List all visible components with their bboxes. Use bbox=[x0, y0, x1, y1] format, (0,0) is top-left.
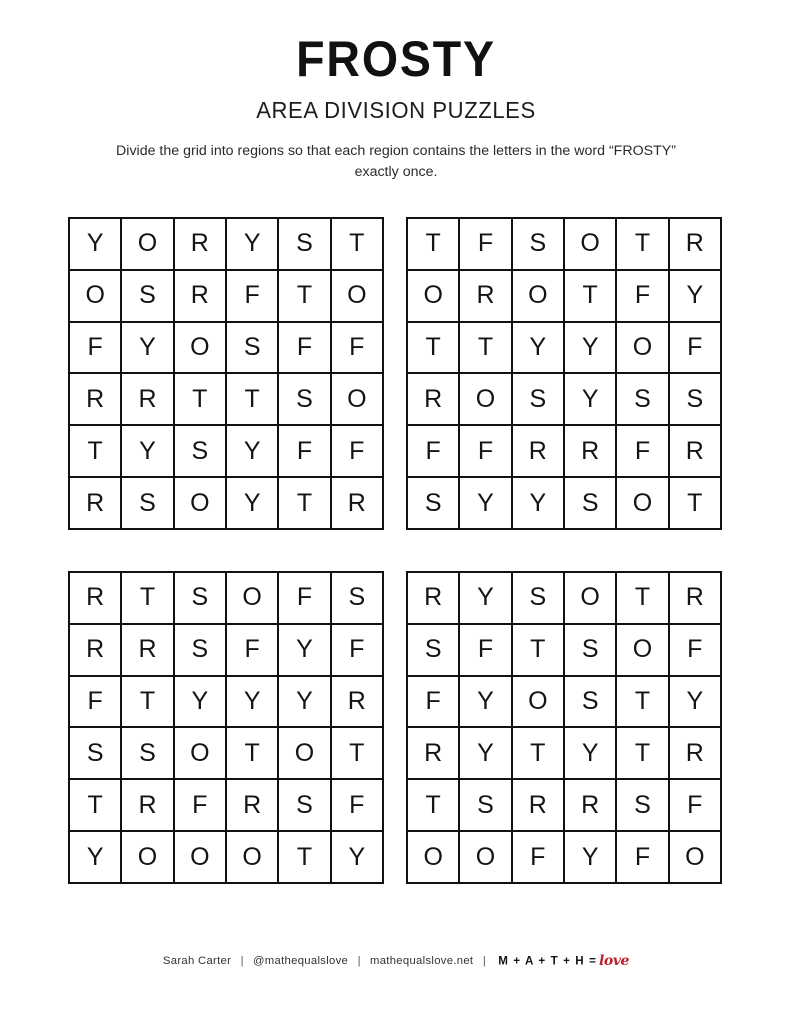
puzzle-cell[interactable]: F bbox=[460, 426, 512, 478]
puzzle-cell[interactable]: S bbox=[565, 677, 617, 729]
puzzle-cell[interactable]: Y bbox=[175, 677, 227, 729]
instructions-text: Divide the grid into regions so that each region contains the letters in the word “FROSTY” exactly once. bbox=[116, 143, 676, 180]
puzzle-cell[interactable]: R bbox=[670, 426, 722, 478]
footer bbox=[0, 952, 792, 970]
puzzle-cell[interactable]: Y bbox=[460, 677, 512, 729]
page-subtitle: AREA DIVISION PUZZLES bbox=[256, 97, 536, 123]
puzzle-cell[interactable]: T bbox=[513, 625, 565, 677]
puzzle-cell[interactable]: Y bbox=[565, 374, 617, 426]
puzzle-cell[interactable]: O bbox=[175, 832, 227, 884]
footer-separator-3: | bbox=[482, 955, 486, 967]
puzzle-cell[interactable]: R bbox=[565, 426, 617, 478]
puzzle-cell[interactable]: Y bbox=[513, 478, 565, 530]
puzzle-cell[interactable]: Y bbox=[513, 323, 565, 375]
puzzle-cell[interactable]: O bbox=[175, 323, 227, 375]
puzzle-cell[interactable]: R bbox=[122, 625, 174, 677]
puzzle-cell[interactable]: F bbox=[670, 780, 722, 832]
puzzle-cell[interactable]: Y bbox=[670, 271, 722, 323]
puzzle-grid-3 bbox=[68, 571, 384, 884]
puzzle-cell[interactable]: T bbox=[122, 677, 174, 729]
footer-separator-1: | bbox=[240, 955, 244, 967]
puzzle-grid-1 bbox=[68, 217, 384, 530]
puzzle-cell[interactable]: S bbox=[279, 219, 331, 271]
puzzle-cell[interactable]: R bbox=[70, 573, 122, 625]
puzzle-cell[interactable]: O bbox=[408, 832, 460, 884]
puzzle-cell[interactable]: Y bbox=[460, 478, 512, 530]
puzzle-cell[interactable]: Y bbox=[227, 219, 279, 271]
puzzle-cell[interactable]: F bbox=[460, 625, 512, 677]
puzzle-cell[interactable]: O bbox=[460, 832, 512, 884]
puzzle-cell[interactable]: Y bbox=[279, 625, 331, 677]
puzzle-cell[interactable]: S bbox=[617, 374, 669, 426]
puzzle-cell[interactable]: S bbox=[175, 573, 227, 625]
puzzle-cell[interactable]: R bbox=[408, 728, 460, 780]
puzzle-cell[interactable]: S bbox=[565, 478, 617, 530]
puzzle-cell[interactable]: T bbox=[617, 573, 669, 625]
puzzle-cell[interactable]: R bbox=[565, 780, 617, 832]
puzzle-cell[interactable]: F bbox=[670, 323, 722, 375]
puzzle-cell[interactable]: F bbox=[617, 271, 669, 323]
puzzle-cell[interactable]: T bbox=[122, 573, 174, 625]
puzzle-cell[interactable]: R bbox=[122, 780, 174, 832]
puzzle-cell[interactable]: F bbox=[332, 625, 384, 677]
puzzle-cell[interactable]: O bbox=[460, 374, 512, 426]
puzzle-cell[interactable]: O bbox=[408, 271, 460, 323]
puzzle-cell[interactable]: F bbox=[408, 677, 460, 729]
puzzle-cell[interactable]: T bbox=[513, 728, 565, 780]
puzzle-cell[interactable]: R bbox=[332, 677, 384, 729]
puzzle-cell[interactable]: R bbox=[175, 271, 227, 323]
puzzle-cell[interactable]: T bbox=[279, 832, 331, 884]
puzzle-cell[interactable]: Y bbox=[332, 832, 384, 884]
puzzle-cell[interactable]: F bbox=[460, 219, 512, 271]
puzzle-cell[interactable]: R bbox=[122, 374, 174, 426]
puzzle-cell[interactable]: T bbox=[332, 219, 384, 271]
puzzle-cell[interactable]: T bbox=[227, 728, 279, 780]
puzzle-cell[interactable]: F bbox=[279, 323, 331, 375]
puzzle-cell[interactable]: R bbox=[408, 374, 460, 426]
footer-separator-2: | bbox=[357, 955, 361, 967]
puzzle-cell[interactable]: Y bbox=[227, 677, 279, 729]
puzzle-cell[interactable]: F bbox=[617, 426, 669, 478]
puzzle-cell[interactable]: R bbox=[670, 728, 722, 780]
puzzle-cell[interactable]: T bbox=[617, 677, 669, 729]
puzzle-cell[interactable]: O bbox=[175, 478, 227, 530]
puzzle-cell[interactable]: S bbox=[122, 271, 174, 323]
puzzle-cell[interactable]: S bbox=[279, 780, 331, 832]
puzzle-cell[interactable]: T bbox=[460, 323, 512, 375]
puzzle-cell[interactable]: S bbox=[670, 374, 722, 426]
puzzle-cell[interactable]: R bbox=[70, 478, 122, 530]
puzzle-cell[interactable]: Y bbox=[70, 832, 122, 884]
puzzle-cell[interactable]: F bbox=[70, 677, 122, 729]
puzzle-cell[interactable]: F bbox=[408, 426, 460, 478]
puzzle-grid-2 bbox=[406, 217, 722, 530]
puzzle-cell[interactable]: R bbox=[408, 573, 460, 625]
puzzle-cell[interactable]: O bbox=[332, 374, 384, 426]
puzzle-cell[interactable]: R bbox=[175, 219, 227, 271]
puzzle-cell[interactable]: S bbox=[175, 625, 227, 677]
puzzle-cell[interactable]: O bbox=[332, 271, 384, 323]
puzzle-cell[interactable]: T bbox=[617, 219, 669, 271]
puzzle-cell[interactable]: S bbox=[70, 728, 122, 780]
puzzle-cell[interactable]: S bbox=[227, 323, 279, 375]
puzzle-cell[interactable]: F bbox=[332, 426, 384, 478]
puzzle-cell[interactable]: R bbox=[227, 780, 279, 832]
puzzle-cell[interactable]: F bbox=[279, 573, 331, 625]
puzzle-cell[interactable]: T bbox=[279, 478, 331, 530]
puzzle-cell[interactable]: F bbox=[70, 323, 122, 375]
puzzle-cell[interactable]: S bbox=[122, 728, 174, 780]
puzzle-cell[interactable]: T bbox=[175, 374, 227, 426]
puzzle-cell[interactable]: F bbox=[332, 780, 384, 832]
puzzle-cell[interactable]: O bbox=[122, 832, 174, 884]
puzzle-cell[interactable]: O bbox=[565, 219, 617, 271]
puzzle-cell[interactable]: S bbox=[513, 374, 565, 426]
puzzle-cell[interactable]: T bbox=[408, 780, 460, 832]
puzzle-cell[interactable]: O bbox=[122, 219, 174, 271]
puzzle-cell[interactable]: T bbox=[565, 271, 617, 323]
logo-love-text: love bbox=[598, 952, 630, 969]
footer-website[interactable]: mathequalslove.net bbox=[369, 955, 474, 967]
logo-math-text: M + A + T + H = bbox=[498, 954, 597, 968]
puzzle-cell[interactable]: R bbox=[70, 374, 122, 426]
puzzle-cell[interactable]: Y bbox=[460, 573, 512, 625]
puzzle-cell[interactable]: T bbox=[279, 271, 331, 323]
puzzle-cell[interactable]: T bbox=[408, 323, 460, 375]
puzzle-cell[interactable]: Y bbox=[227, 426, 279, 478]
puzzle-cell[interactable]: F bbox=[617, 832, 669, 884]
puzzle-cell[interactable]: R bbox=[70, 625, 122, 677]
puzzle-cell[interactable]: S bbox=[408, 625, 460, 677]
puzzle-cell[interactable]: O bbox=[227, 832, 279, 884]
puzzle-cell[interactable]: T bbox=[227, 374, 279, 426]
puzzle-cell[interactable]: Y bbox=[122, 323, 174, 375]
puzzle-cell[interactable]: R bbox=[332, 478, 384, 530]
puzzle-cell[interactable]: F bbox=[227, 625, 279, 677]
puzzle-cell[interactable]: R bbox=[670, 219, 722, 271]
puzzle-cell[interactable]: Y bbox=[565, 832, 617, 884]
puzzle-cell[interactable]: R bbox=[460, 271, 512, 323]
puzzle-cell[interactable]: Y bbox=[565, 323, 617, 375]
puzzle-cell[interactable]: O bbox=[617, 323, 669, 375]
puzzle-cell[interactable]: S bbox=[513, 219, 565, 271]
puzzle-cell[interactable]: T bbox=[670, 478, 722, 530]
puzzle-cell[interactable]: O bbox=[513, 677, 565, 729]
puzzle-cell[interactable]: Y bbox=[279, 677, 331, 729]
puzzle-cell[interactable]: R bbox=[670, 573, 722, 625]
footer-handle: @mathequalslove bbox=[253, 955, 349, 967]
puzzle-cell[interactable]: F bbox=[332, 323, 384, 375]
puzzle-cell[interactable]: T bbox=[408, 219, 460, 271]
puzzle-cell[interactable]: S bbox=[122, 478, 174, 530]
puzzle-cell[interactable]: O bbox=[617, 478, 669, 530]
puzzle-cell[interactable]: Y bbox=[70, 219, 122, 271]
page-title: FROSTY bbox=[296, 31, 496, 87]
puzzle-cell[interactable]: Y bbox=[565, 728, 617, 780]
puzzle-cell[interactable]: O bbox=[227, 573, 279, 625]
puzzle-cell[interactable]: Y bbox=[227, 478, 279, 530]
puzzle-cell[interactable]: S bbox=[408, 478, 460, 530]
puzzle-cell[interactable]: O bbox=[175, 728, 227, 780]
puzzle-cell[interactable]: T bbox=[617, 728, 669, 780]
puzzle-cell[interactable]: O bbox=[70, 271, 122, 323]
puzzle-cell[interactable]: R bbox=[513, 780, 565, 832]
puzzle-cell[interactable]: F bbox=[513, 832, 565, 884]
puzzle-grid-container bbox=[68, 217, 722, 884]
puzzle-cell[interactable]: O bbox=[513, 271, 565, 323]
puzzle-cell[interactable]: S bbox=[513, 573, 565, 625]
puzzle-cell[interactable]: S bbox=[565, 625, 617, 677]
puzzle-grid-4 bbox=[406, 571, 722, 884]
puzzle-cell[interactable]: O bbox=[670, 832, 722, 884]
puzzle-cell[interactable]: S bbox=[617, 780, 669, 832]
puzzle-cell[interactable]: T bbox=[70, 426, 122, 478]
footer-author: Sarah Carter bbox=[162, 955, 232, 967]
puzzle-cell[interactable]: Y bbox=[460, 728, 512, 780]
puzzle-cell[interactable]: T bbox=[70, 780, 122, 832]
puzzle-cell[interactable]: O bbox=[617, 625, 669, 677]
worksheet-header bbox=[0, 0, 792, 182]
puzzle-cell[interactable]: S bbox=[279, 374, 331, 426]
puzzle-cell[interactable]: T bbox=[332, 728, 384, 780]
puzzle-cell[interactable]: F bbox=[670, 625, 722, 677]
puzzle-cell[interactable]: Y bbox=[122, 426, 174, 478]
mathequalslove-logo bbox=[498, 952, 629, 970]
puzzle-cell[interactable]: Y bbox=[670, 677, 722, 729]
puzzle-cell[interactable]: S bbox=[332, 573, 384, 625]
puzzle-cell[interactable]: S bbox=[175, 426, 227, 478]
puzzle-cell[interactable]: O bbox=[279, 728, 331, 780]
puzzle-cell[interactable]: F bbox=[227, 271, 279, 323]
puzzle-cell[interactable]: S bbox=[460, 780, 512, 832]
puzzle-cell[interactable]: R bbox=[513, 426, 565, 478]
puzzle-cell[interactable]: F bbox=[279, 426, 331, 478]
puzzle-cell[interactable]: F bbox=[175, 780, 227, 832]
puzzle-cell[interactable]: O bbox=[565, 573, 617, 625]
